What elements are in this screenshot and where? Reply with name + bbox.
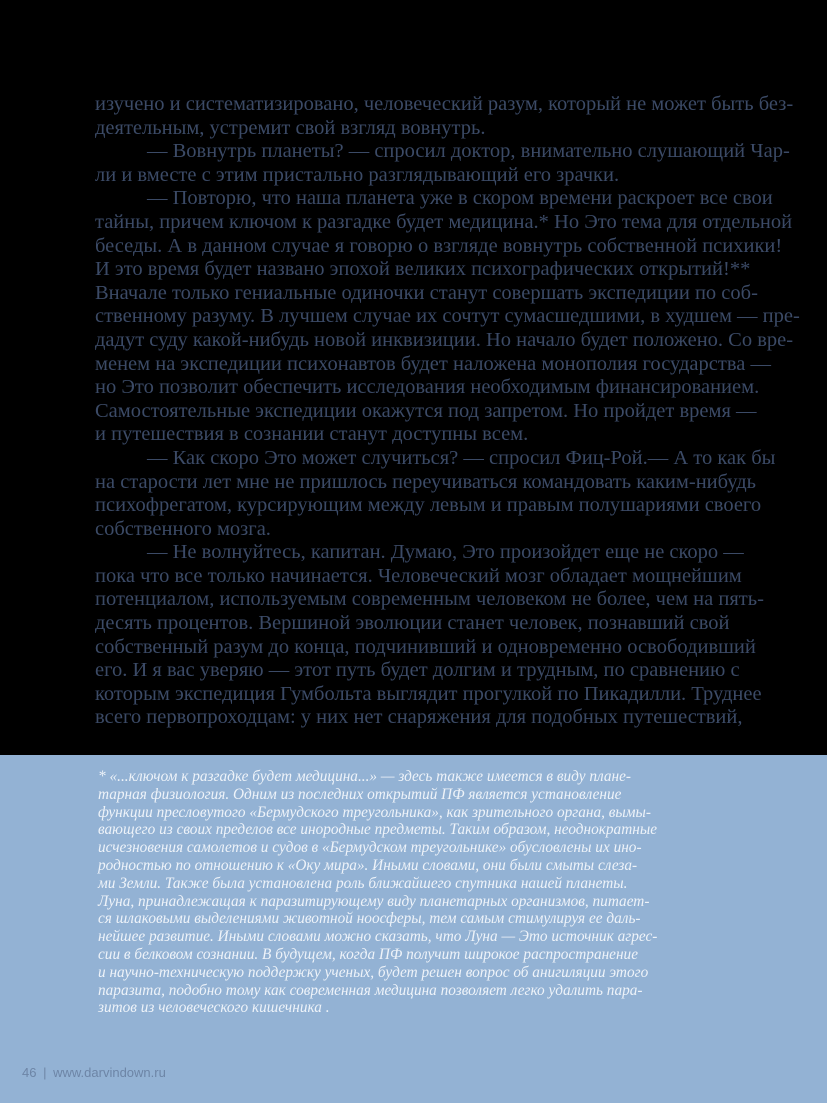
main-text-line: менем на экспедиции психонавтов будет наложена монополия государства — (95, 352, 771, 375)
main-text-line: пока что все только начинается. Человеческий мозг обладает мощнейшим (95, 564, 742, 587)
footnote-line: тарная физиология. Одним из последних открытий ПФ является установление (98, 785, 622, 803)
footnote-line: функции пресловутого «Бермудского треугольника», как зрительного органа, вымы- (98, 803, 651, 821)
main-text-line: его. И я вас уверяю — этот путь будет долгим и трудным, по сравнению с (95, 659, 740, 682)
main-text-line: потенциалом, используемым современным человеком не более, чем на пять- (95, 588, 764, 611)
main-text-line: деятельным, устремит свой взгляд вовнутрь. (95, 116, 486, 139)
main-text-line: всего первопроходцам: у них нет снаряжения для подобных путешествий, (95, 706, 743, 729)
main-text-line: ли и вместе с этим пристально разглядывающий его зрачки. (95, 163, 620, 186)
main-text-line: психофрегатом, курсирующим между левым и правым полушариями своего (95, 494, 762, 517)
main-text-line: — Как скоро Это может случиться? — спросил Фиц-Рой.— А то как бы (147, 446, 776, 469)
main-text-line: десять процентов. Вершиной эволюции станет человек, познавший свой (95, 612, 730, 635)
main-text-line: собственного мозга. (95, 517, 271, 540)
footnote-line: Луна, принадлежащая к паразитирующему виду планетарных организмов, питает- (98, 892, 650, 910)
main-text-line: ственному разуму. В лучшем случае их сочтут сумасшедшими, в худшем — пре- (95, 305, 800, 328)
footnote-line: исчезновения самолетов и судов в «Бермудском треугольнике» обусловлены их ино- (98, 839, 642, 857)
footer-separator: | (43, 1065, 47, 1080)
page-footer (22, 1065, 166, 1081)
page-number: 46 (22, 1065, 37, 1080)
main-text-line: — Повторю, что наша планета уже в скором времени раскроет все свои (147, 187, 773, 210)
website-url: www.darvindown.ru (53, 1065, 166, 1080)
main-text-line: но Это позволит обеспечить исследования необходимым финансированием. (95, 376, 760, 399)
footnote-area (0, 755, 827, 1103)
main-text-line: изучено и систематизировано, человеческий разум, который не может быть без- (95, 93, 794, 115)
main-text-line: и путешествия в сознании станут доступны всем. (95, 423, 529, 446)
footnote-text (98, 768, 738, 1017)
main-text-line: Вначале только гениальные одиночки станут совершать экспедиции по соб- (95, 281, 758, 304)
main-text-line: — Не волнуйтесь, капитан. Думаю, Это произойдет еще не скоро — (147, 541, 744, 564)
footnote-line: * «...ключом к разгадке будет медицина...» — здесь также имеется в виду плане- (98, 768, 631, 785)
main-text-line: — Вовнутрь планеты? — спросил доктор, внимательно слушающий Чар- (147, 140, 790, 163)
main-text-line: Самостоятельные экспедиции окажутся под запретом. Но пройдет время — (95, 399, 757, 422)
footnote-line: ми Земли. Также была установлена роль ближайшего спутника нашей планеты. (98, 874, 628, 892)
footnote-line: нейшее развитие. Иными словами можно сказать, что Луна — Это источник агрес- (98, 928, 658, 946)
main-text-line: собственный разум до конца, подчинивший и одновременно освободивший (95, 635, 756, 658)
main-text-line: на старости лет мне не пришлось переучиваться командовать каким-нибудь (95, 470, 757, 493)
main-text-line: тайны, причем ключом к разгадке будет медицина.* Но Это тема для отдельной (95, 210, 793, 233)
footnote-line: зитов из человеческого кишечника . (98, 999, 330, 1017)
main-text-line: И это время будет названо эпохой великих психографических открытий!** (95, 258, 751, 281)
footnote-line: паразита, подобно тому как современная медицина позволяет легко удалить пара- (98, 981, 643, 999)
main-text-line: беседы. А в данном случае я говорю о взгляде вовнутрь собственной психики! (95, 234, 783, 257)
main-text-line: которым экспедиция Гумбольта выглядит прогулкой по Пикадилли. Труднее (95, 682, 762, 705)
footnote-line: и научно-техническую поддержку ученых, будет решен вопрос об анигиляции этого (98, 963, 649, 981)
footnote-line: сии в белковом сознании. В будущем, когда ПФ получит широкое распространение (98, 945, 638, 963)
main-text-line: дадут суду какой-нибудь новой инквизиции. Но начало будет положено. Со вре- (95, 328, 794, 351)
footnote-line: родностью по отношению к «Оку мира». Иными словами, они были смыты слеза- (98, 856, 638, 874)
footnote-line: ся шлаковыми выделениями животной ноосферы, тем самым стимулируя ее даль- (98, 910, 641, 928)
main-body-text (95, 93, 800, 730)
footnote-line: вающего из своих пределов все инородные предметы. Таким образом, неоднократные (98, 821, 657, 839)
